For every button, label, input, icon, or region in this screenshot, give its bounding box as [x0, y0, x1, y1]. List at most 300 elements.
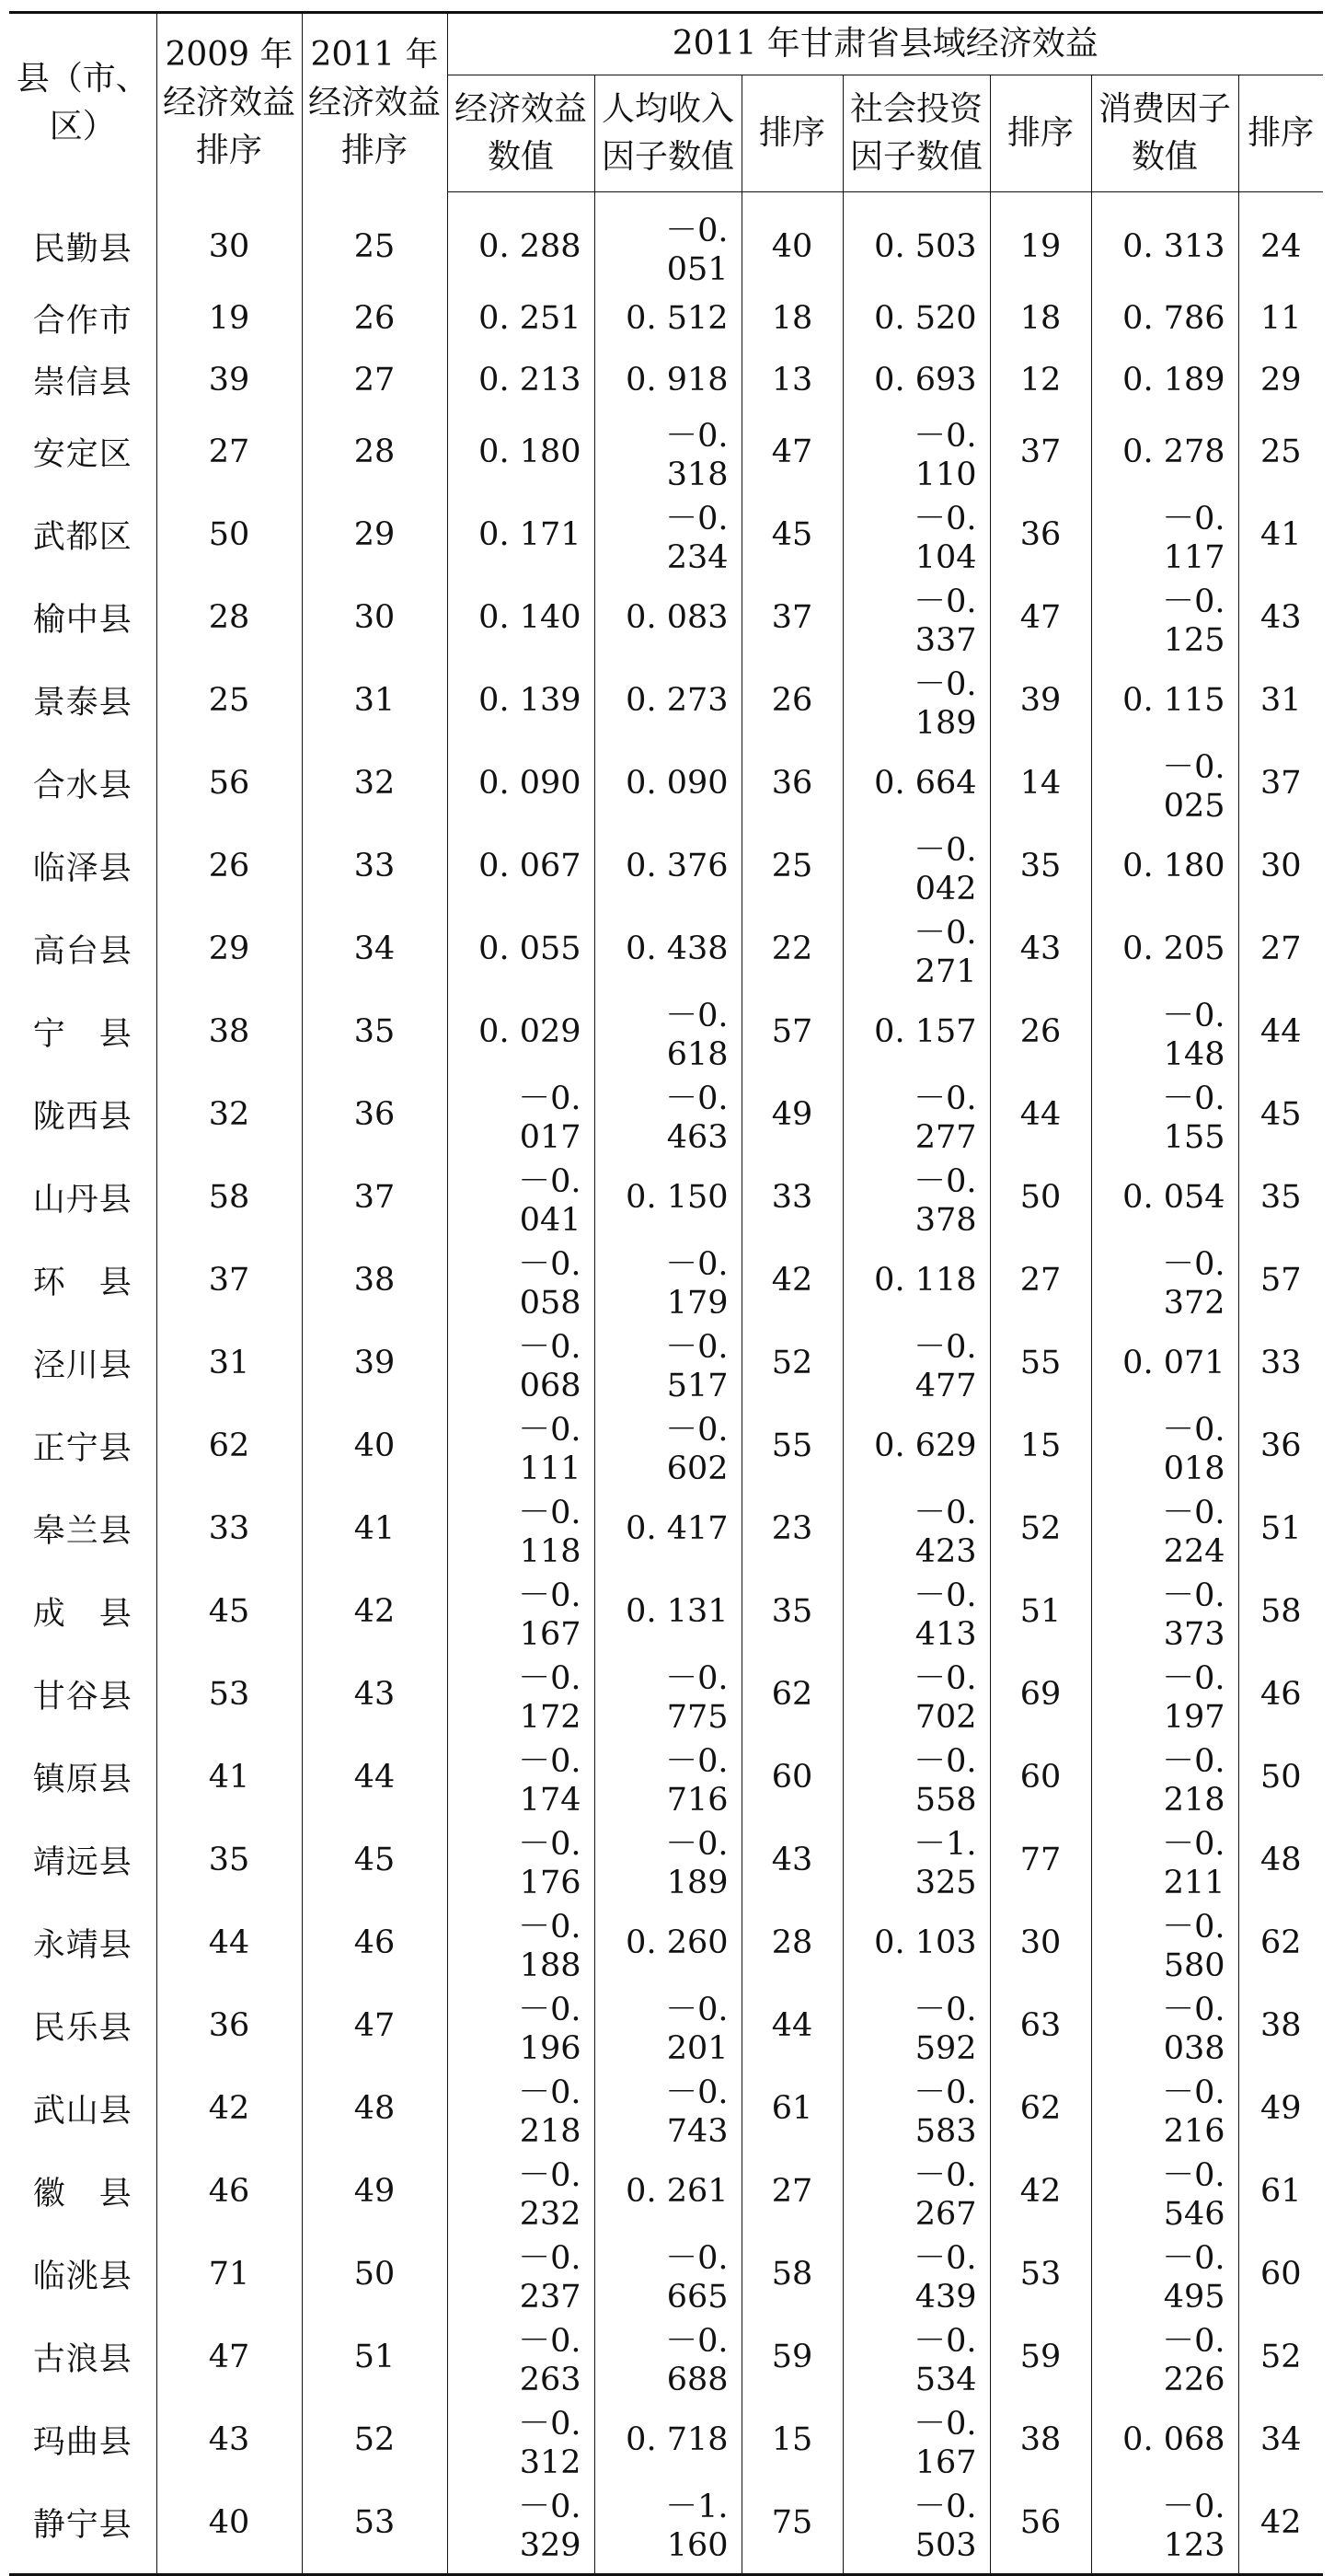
cell-rank-2011: 30 — [302, 576, 447, 659]
cell-investment-rank: 51 — [990, 1570, 1091, 1653]
cell-economic-value: 0. 029 — [447, 990, 594, 1073]
cell-rank-2011: 52 — [302, 2398, 447, 2481]
cell-income-rank: 44 — [742, 1984, 843, 2067]
table-row — [9, 659, 1323, 742]
cell-income-factor: 0. 273 — [594, 659, 742, 742]
cell-economic-value: －0. 041 — [447, 1156, 594, 1239]
cell-income-rank: 58 — [742, 2233, 843, 2316]
cell-economic-value: －0. 196 — [447, 1984, 594, 2067]
header-economic-value: 经济效益数值 — [447, 75, 594, 192]
cell-consumption-factor: 0. 068 — [1091, 2398, 1238, 2481]
cell-rank-2009: 32 — [156, 1073, 302, 1156]
cell-investment-factor: 0. 664 — [843, 742, 990, 825]
cell-consumption-factor: －0. 546 — [1091, 2150, 1238, 2233]
cell-consumption-factor: －0. 580 — [1091, 1901, 1238, 1984]
cell-consumption-factor: －0. 373 — [1091, 1570, 1238, 1653]
cell-economic-value: －0. 237 — [447, 2233, 594, 2316]
cell-rank-2011: 41 — [302, 1487, 447, 1570]
cell-income-rank: 47 — [742, 410, 843, 493]
cell-rank-2009: 50 — [156, 493, 302, 576]
cell-economic-value: 0. 171 — [447, 493, 594, 576]
cell-income-rank: 28 — [742, 1901, 843, 1984]
cell-consumption-factor: －0. 218 — [1091, 1736, 1238, 1819]
cell-investment-rank: 42 — [990, 2150, 1091, 2233]
cell-county-name: 安定区 — [9, 410, 156, 493]
cell-consumption-rank: 61 — [1259, 2173, 1302, 2211]
header-county: 县（市、区） — [9, 13, 156, 192]
table-row — [9, 742, 1323, 825]
cell-income-rank: 57 — [742, 990, 843, 1073]
cell-rank-2011: 47 — [302, 1984, 447, 2067]
cell-consumption-factor: 0. 054 — [1091, 1156, 1238, 1239]
cell-consumption-rank: 36 — [1259, 1427, 1302, 1465]
cell-investment-rank: 26 — [990, 990, 1091, 1073]
table-row — [9, 990, 1323, 1073]
cell-county-name: 合水县 — [9, 742, 156, 825]
cell-rank-2009: 31 — [156, 1322, 302, 1404]
cell-rank-2009: 44 — [156, 1901, 302, 1984]
header-income-factor: 人均收入因子数值 — [594, 75, 742, 192]
header-investment-rank: 排序 — [990, 75, 1091, 192]
cell-investment-factor: －0. 337 — [843, 576, 990, 659]
table-row — [9, 2233, 1323, 2316]
cell-consumption-rank: 38 — [1259, 2007, 1302, 2045]
cell-investment-rank: 69 — [990, 1653, 1091, 1736]
cell-income-rank: 23 — [742, 1487, 843, 1570]
cell-economic-value: －0. 218 — [447, 2067, 594, 2150]
cell-rank-2011: 40 — [302, 1404, 447, 1487]
table-row — [9, 2067, 1323, 2150]
county-economic-benefit-table — [9, 11, 1323, 2576]
table-row — [9, 1487, 1323, 1570]
cell-rank-2009: 62 — [156, 1404, 302, 1487]
cell-economic-value: －0. 232 — [447, 2150, 594, 2233]
cell-county-name: 古浪县 — [9, 2316, 156, 2398]
cell-county-name: 甘谷县 — [9, 1653, 156, 1736]
cell-income-rank: 37 — [742, 576, 843, 659]
cell-economic-value: －0. 068 — [447, 1322, 594, 1404]
cell-rank-2009: 56 — [156, 742, 302, 825]
table-row — [9, 2398, 1323, 2481]
cell-investment-factor: －0. 167 — [843, 2398, 990, 2481]
cell-investment-factor: －0. 104 — [843, 493, 990, 576]
cell-income-rank: 43 — [742, 1819, 843, 1901]
table-row — [9, 2481, 1323, 2575]
cell-consumption-rank: 31 — [1259, 682, 1302, 720]
cell-consumption-rank: 48 — [1259, 1842, 1302, 1879]
document-page — [9, 11, 1323, 2576]
cell-rank-2009: 42 — [156, 2067, 302, 2150]
table-row — [9, 192, 1323, 289]
cell-investment-rank: 53 — [990, 2233, 1091, 2316]
cell-rank-2011: 44 — [302, 1736, 447, 1819]
cell-consumption-factor: －0. 148 — [1091, 990, 1238, 1073]
cell-county-name: 成 县 — [9, 1570, 156, 1653]
cell-rank-2009: 27 — [156, 410, 302, 493]
cell-income-rank: 35 — [742, 1570, 843, 1653]
cell-rank-2011: 35 — [302, 990, 447, 1073]
cell-county-name: 高台县 — [9, 907, 156, 990]
cell-income-rank: 33 — [742, 1156, 843, 1239]
cell-investment-rank: 36 — [990, 493, 1091, 576]
cell-economic-value: 0. 140 — [447, 576, 594, 659]
cell-investment-rank: 14 — [990, 742, 1091, 825]
cell-investment-rank: 62 — [990, 2067, 1091, 2150]
table-row — [9, 1901, 1323, 1984]
cell-county-name: 临洮县 — [9, 2233, 156, 2316]
cell-rank-2011: 37 — [302, 1156, 447, 1239]
cell-rank-2011: 34 — [302, 907, 447, 990]
header-group-2011: 2011 年甘肃省县域经济效益 — [447, 13, 1323, 75]
cell-investment-factor: 0. 629 — [843, 1404, 990, 1487]
cell-consumption-rank: 37 — [1259, 765, 1302, 803]
cell-rank-2011: 50 — [302, 2233, 447, 2316]
cell-income-rank: 49 — [742, 1073, 843, 1156]
table-row — [9, 410, 1323, 493]
cell-economic-value: 0. 055 — [447, 907, 594, 990]
cell-income-rank: 15 — [742, 2398, 843, 2481]
table-row — [9, 576, 1323, 659]
header-rank-2009: 2009 年经济效益排序 — [156, 13, 302, 192]
cell-county-name: 静宁县 — [9, 2481, 156, 2575]
table-row — [9, 1819, 1323, 1901]
cell-rank-2011: 26 — [302, 288, 447, 350]
table-row — [9, 1653, 1323, 1736]
cell-income-factor: －0. 602 — [594, 1404, 742, 1487]
cell-consumption-factor: －0. 117 — [1091, 493, 1238, 576]
cell-consumption-factor: －0. 216 — [1091, 2067, 1238, 2150]
cell-county-name: 山丹县 — [9, 1156, 156, 1239]
cell-investment-rank: 44 — [990, 1073, 1091, 1156]
cell-rank-2009: 35 — [156, 1819, 302, 1901]
cell-economic-value: －0. 111 — [447, 1404, 594, 1487]
cell-income-factor: －0. 189 — [594, 1819, 742, 1901]
cell-investment-factor: －0. 558 — [843, 1736, 990, 1819]
cell-economic-value: 0. 180 — [447, 410, 594, 493]
cell-investment-factor: －0. 042 — [843, 825, 990, 907]
cell-economic-value: 0. 288 — [447, 192, 594, 289]
cell-county-name: 武山县 — [9, 2067, 156, 2150]
cell-investment-rank: 30 — [990, 1901, 1091, 1984]
cell-investment-rank: 52 — [990, 1487, 1091, 1570]
cell-investment-factor: －0. 277 — [843, 1073, 990, 1156]
cell-economic-value: 0. 213 — [447, 350, 594, 411]
cell-rank-2009: 38 — [156, 990, 302, 1073]
cell-investment-rank: 63 — [990, 1984, 1091, 2067]
cell-consumption-rank: 24 — [1259, 228, 1302, 265]
cell-consumption-rank: 25 — [1259, 433, 1302, 471]
table-row — [9, 1156, 1323, 1239]
cell-rank-2009: 47 — [156, 2316, 302, 2398]
cell-consumption-rank: 49 — [1259, 2090, 1302, 2128]
cell-rank-2009: 41 — [156, 1736, 302, 1819]
cell-rank-2011: 33 — [302, 825, 447, 907]
table-header — [9, 13, 1323, 192]
cell-rank-2011: 39 — [302, 1322, 447, 1404]
cell-income-rank: 36 — [742, 742, 843, 825]
cell-rank-2009: 28 — [156, 576, 302, 659]
cell-income-factor: 0. 438 — [594, 907, 742, 990]
cell-income-rank: 40 — [742, 192, 843, 289]
cell-income-factor: 0. 083 — [594, 576, 742, 659]
cell-investment-factor: 0. 520 — [843, 288, 990, 350]
cell-investment-rank: 55 — [990, 1322, 1091, 1404]
cell-consumption-rank: 45 — [1259, 1096, 1302, 1134]
cell-consumption-factor: －0. 495 — [1091, 2233, 1238, 2316]
table-row — [9, 288, 1323, 350]
cell-county-name: 陇西县 — [9, 1073, 156, 1156]
cell-county-name: 皋兰县 — [9, 1487, 156, 1570]
cell-rank-2011: 32 — [302, 742, 447, 825]
cell-rank-2009: 26 — [156, 825, 302, 907]
cell-consumption-factor: 0. 115 — [1091, 659, 1238, 742]
cell-income-factor: －0. 463 — [594, 1073, 742, 1156]
cell-consumption-factor: －0. 211 — [1091, 1819, 1238, 1901]
cell-income-factor: －1. 160 — [594, 2481, 742, 2575]
cell-income-factor: 0. 376 — [594, 825, 742, 907]
cell-income-factor: －0. 201 — [594, 1984, 742, 2067]
cell-investment-rank: 39 — [990, 659, 1091, 742]
cell-consumption-factor: －0. 226 — [1091, 2316, 1238, 2398]
header-income-rank: 排序 — [742, 75, 843, 192]
cell-investment-factor: －0. 189 — [843, 659, 990, 742]
cell-investment-rank: 43 — [990, 907, 1091, 990]
cell-economic-value: －0. 263 — [447, 2316, 594, 2398]
cell-rank-2011: 46 — [302, 1901, 447, 1984]
cell-investment-rank: 37 — [990, 410, 1091, 493]
cell-income-rank: 27 — [742, 2150, 843, 2233]
cell-investment-factor: －0. 477 — [843, 1322, 990, 1404]
cell-investment-factor: 0. 118 — [843, 1239, 990, 1322]
table-row — [9, 1073, 1323, 1156]
cell-consumption-factor: －0. 018 — [1091, 1404, 1238, 1487]
cell-rank-2009: 19 — [156, 288, 302, 350]
cell-consumption-factor: 0. 313 — [1091, 192, 1238, 289]
table-row — [9, 825, 1323, 907]
cell-income-factor: －0. 234 — [594, 493, 742, 576]
cell-investment-rank: 56 — [990, 2481, 1091, 2575]
cell-economic-value: －0. 017 — [447, 1073, 594, 1156]
table-row — [9, 1322, 1323, 1404]
cell-investment-factor: －1. 325 — [843, 1819, 990, 1901]
cell-investment-rank: 27 — [990, 1239, 1091, 1322]
cell-economic-value: －0. 167 — [447, 1570, 594, 1653]
cell-consumption-factor: －0. 125 — [1091, 576, 1238, 659]
cell-economic-value: －0. 118 — [447, 1487, 594, 1570]
cell-consumption-factor: 0. 278 — [1091, 410, 1238, 493]
cell-rank-2011: 29 — [302, 493, 447, 576]
cell-investment-factor: －0. 267 — [843, 2150, 990, 2233]
cell-consumption-rank: 34 — [1259, 2421, 1302, 2459]
cell-economic-value: －0. 174 — [447, 1736, 594, 1819]
cell-consumption-factor: －0. 038 — [1091, 1984, 1238, 2067]
cell-consumption-factor: 0. 205 — [1091, 907, 1238, 990]
cell-rank-2011: 51 — [302, 2316, 447, 2398]
cell-income-rank: 59 — [742, 2316, 843, 2398]
cell-consumption-factor: －0. 025 — [1091, 742, 1238, 825]
cell-consumption-rank: 29 — [1259, 361, 1302, 399]
cell-economic-value: 0. 251 — [447, 288, 594, 350]
cell-consumption-rank: 57 — [1259, 1262, 1302, 1300]
cell-consumption-rank: 27 — [1259, 930, 1302, 968]
cell-consumption-factor: 0. 786 — [1091, 288, 1238, 350]
cell-consumption-rank: 58 — [1259, 1593, 1302, 1631]
cell-income-rank: 13 — [742, 350, 843, 411]
cell-county-name: 靖远县 — [9, 1819, 156, 1901]
cell-rank-2011: 48 — [302, 2067, 447, 2150]
table-body — [9, 192, 1323, 2575]
cell-investment-factor: 0. 157 — [843, 990, 990, 1073]
cell-rank-2009: 30 — [156, 192, 302, 289]
cell-consumption-rank: 62 — [1259, 1924, 1302, 1962]
cell-consumption-rank: 30 — [1259, 848, 1302, 885]
cell-county-name: 永靖县 — [9, 1901, 156, 1984]
cell-investment-factor: －0. 583 — [843, 2067, 990, 2150]
header-consumption-rank: 排序 — [1238, 75, 1323, 192]
table-row — [9, 1404, 1323, 1487]
cell-rank-2009: 25 — [156, 659, 302, 742]
cell-income-factor: －0. 618 — [594, 990, 742, 1073]
cell-income-factor: 0. 261 — [594, 2150, 742, 2233]
cell-rank-2011: 43 — [302, 1653, 447, 1736]
cell-investment-rank: 18 — [990, 288, 1091, 350]
cell-income-factor: 0. 512 — [594, 288, 742, 350]
cell-investment-factor: －0. 413 — [843, 1570, 990, 1653]
cell-county-name: 镇原县 — [9, 1736, 156, 1819]
cell-county-name: 武都区 — [9, 493, 156, 576]
cell-investment-rank: 59 — [990, 2316, 1091, 2398]
table-row — [9, 1570, 1323, 1653]
cell-consumption-factor: －0. 197 — [1091, 1653, 1238, 1736]
cell-consumption-factor: －0. 224 — [1091, 1487, 1238, 1570]
cell-investment-factor: －0. 439 — [843, 2233, 990, 2316]
cell-income-rank: 18 — [742, 288, 843, 350]
cell-rank-2009: 43 — [156, 2398, 302, 2481]
cell-consumption-rank: 50 — [1259, 1759, 1302, 1796]
table-row — [9, 1239, 1323, 1322]
cell-consumption-rank: 35 — [1259, 1179, 1302, 1217]
cell-income-rank: 22 — [742, 907, 843, 990]
table-row — [9, 1736, 1323, 1819]
cell-economic-value: －0. 058 — [447, 1239, 594, 1322]
cell-rank-2009: 46 — [156, 2150, 302, 2233]
cell-income-rank: 75 — [742, 2481, 843, 2575]
cell-investment-factor: －0. 534 — [843, 2316, 990, 2398]
cell-income-factor: 0. 718 — [594, 2398, 742, 2481]
cell-rank-2009: 53 — [156, 1653, 302, 1736]
cell-consumption-rank: 42 — [1259, 2504, 1302, 2542]
cell-income-factor: －0. 665 — [594, 2233, 742, 2316]
cell-economic-value: 0. 139 — [447, 659, 594, 742]
cell-consumption-factor: 0. 189 — [1091, 350, 1238, 411]
cell-income-rank: 52 — [742, 1322, 843, 1404]
cell-rank-2009: 58 — [156, 1156, 302, 1239]
cell-economic-value: －0. 312 — [447, 2398, 594, 2481]
cell-consumption-factor: 0. 180 — [1091, 825, 1238, 907]
cell-investment-factor: －0. 271 — [843, 907, 990, 990]
cell-income-factor: 0. 150 — [594, 1156, 742, 1239]
cell-county-name: 正宁县 — [9, 1404, 156, 1487]
cell-rank-2009: 36 — [156, 1984, 302, 2067]
cell-rank-2011: 53 — [302, 2481, 447, 2575]
cell-income-factor: －0. 716 — [594, 1736, 742, 1819]
cell-investment-factor: －0. 110 — [843, 410, 990, 493]
cell-county-name: 景泰县 — [9, 659, 156, 742]
cell-income-rank: 25 — [742, 825, 843, 907]
cell-county-name: 徽 县 — [9, 2150, 156, 2233]
cell-rank-2009: 40 — [156, 2481, 302, 2575]
cell-income-factor: －0. 179 — [594, 1239, 742, 1322]
cell-investment-factor: －0. 378 — [843, 1156, 990, 1239]
header-consumption-factor: 消费因子数值 — [1091, 75, 1238, 192]
cell-income-factor: －0. 688 — [594, 2316, 742, 2398]
cell-county-name: 榆中县 — [9, 576, 156, 659]
cell-income-rank: 55 — [742, 1404, 843, 1487]
header-rank-2011: 2011 年经济效益排序 — [302, 13, 447, 192]
cell-economic-value: －0. 188 — [447, 1901, 594, 1984]
cell-county-name: 环 县 — [9, 1239, 156, 1322]
cell-investment-factor: －0. 503 — [843, 2481, 990, 2575]
cell-county-name: 玛曲县 — [9, 2398, 156, 2481]
cell-consumption-rank: 43 — [1259, 599, 1302, 637]
table-row — [9, 2316, 1323, 2398]
cell-consumption-rank: 41 — [1259, 516, 1302, 554]
cell-county-name: 泾川县 — [9, 1322, 156, 1404]
cell-investment-factor: －0. 423 — [843, 1487, 990, 1570]
cell-investment-factor: －0. 592 — [843, 1984, 990, 2067]
cell-investment-rank: 60 — [990, 1736, 1091, 1819]
cell-county-name: 临泽县 — [9, 825, 156, 907]
cell-income-factor: －0. 743 — [594, 2067, 742, 2150]
cell-income-factor: 0. 417 — [594, 1487, 742, 1570]
cell-investment-rank: 19 — [990, 192, 1091, 289]
cell-consumption-rank: 11 — [1259, 300, 1302, 338]
cell-rank-2011: 27 — [302, 350, 447, 411]
header-investment-factor: 社会投资因子数值 — [843, 75, 990, 192]
cell-income-factor: －0. 051 — [594, 192, 742, 289]
cell-income-factor: 0. 090 — [594, 742, 742, 825]
table-row — [9, 907, 1323, 990]
cell-rank-2009: 45 — [156, 1570, 302, 1653]
cell-investment-rank: 35 — [990, 825, 1091, 907]
cell-investment-rank: 12 — [990, 350, 1091, 411]
cell-rank-2011: 38 — [302, 1239, 447, 1322]
cell-income-factor: －0. 775 — [594, 1653, 742, 1736]
cell-rank-2009: 29 — [156, 907, 302, 990]
table-row — [9, 2150, 1323, 2233]
cell-rank-2011: 28 — [302, 410, 447, 493]
table-row — [9, 350, 1323, 411]
table-row — [9, 1984, 1323, 2067]
cell-investment-rank: 77 — [990, 1819, 1091, 1901]
cell-income-factor: 0. 918 — [594, 350, 742, 411]
cell-income-rank: 60 — [742, 1736, 843, 1819]
cell-income-factor: －0. 517 — [594, 1322, 742, 1404]
cell-county-name: 宁 县 — [9, 990, 156, 1073]
cell-consumption-factor: －0. 372 — [1091, 1239, 1238, 1322]
cell-income-rank: 45 — [742, 493, 843, 576]
cell-rank-2011: 25 — [302, 192, 447, 289]
cell-rank-2009: 37 — [156, 1239, 302, 1322]
cell-investment-rank: 47 — [990, 576, 1091, 659]
cell-economic-value: －0. 176 — [447, 1819, 594, 1901]
cell-income-factor: 0. 260 — [594, 1901, 742, 1984]
cell-consumption-rank: 46 — [1259, 1676, 1302, 1714]
cell-rank-2011: 36 — [302, 1073, 447, 1156]
cell-income-factor: 0. 131 — [594, 1570, 742, 1653]
cell-rank-2011: 49 — [302, 2150, 447, 2233]
cell-consumption-factor: 0. 071 — [1091, 1322, 1238, 1404]
